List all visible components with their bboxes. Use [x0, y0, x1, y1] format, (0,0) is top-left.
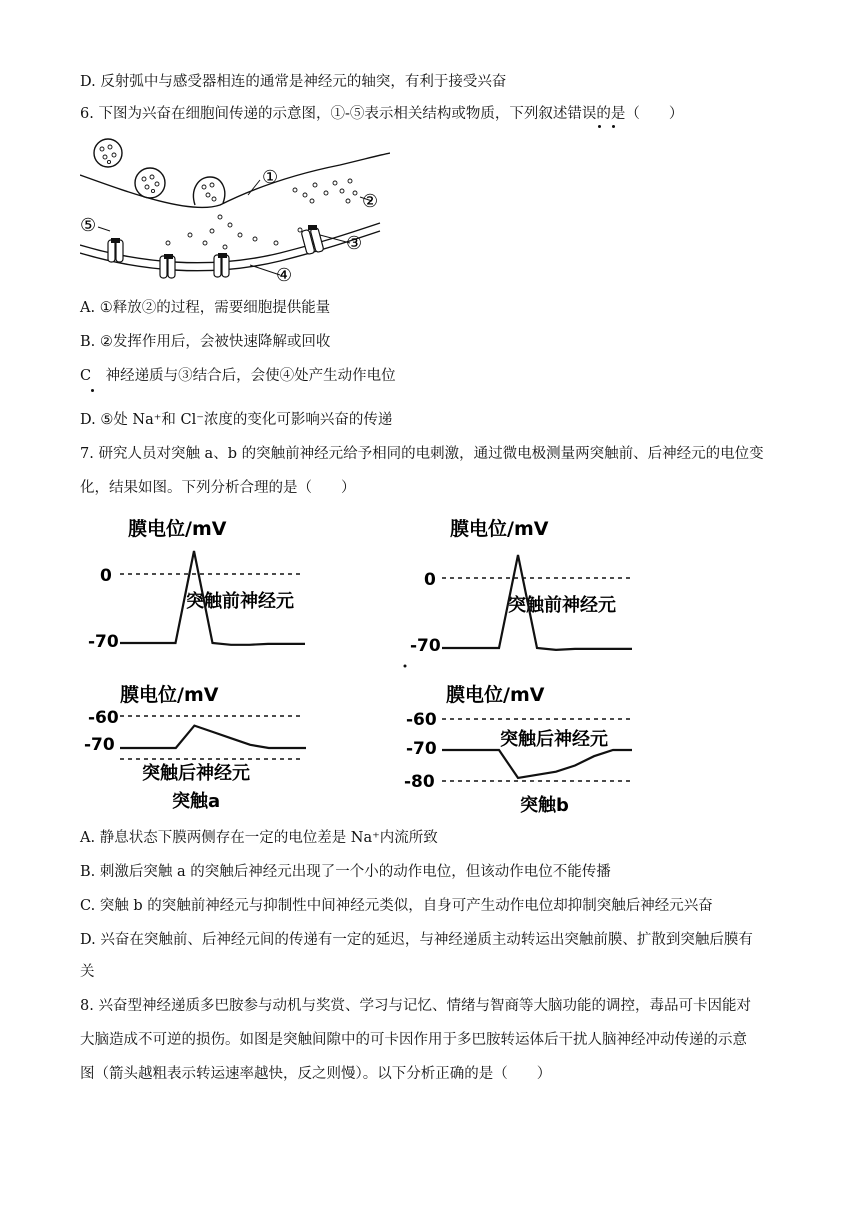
label-5: ⑤ — [80, 215, 97, 236]
q6-option-a: A. ①释放②的过程，需要细胞提供能量 — [80, 300, 331, 316]
label-2: ② — [362, 191, 379, 212]
stray-dot — [404, 665, 407, 668]
membrane-potential-charts — [0, 505, 860, 820]
chart2-series-label: 突触前神经元 — [508, 595, 616, 616]
emphasis-dot — [598, 125, 601, 128]
chart1-tick-0: 0 — [100, 566, 112, 586]
chart4-title: 膜电位/mV — [446, 684, 545, 706]
q7-option-d-line2: 关 — [80, 964, 95, 980]
label-1: ① — [262, 167, 279, 188]
q5-option-d: D. 反射弧中与感受器相连的通常是神经元的轴突，有利于接受兴奋 — [80, 74, 507, 90]
chart3-tick-60: -60 — [88, 708, 119, 728]
q6-option-d: D. ⑤处 Na⁺和 Cl⁻浓度的变化可影响兴奋的传递 — [80, 412, 393, 428]
chart1-series-label: 突触前神经元 — [186, 591, 294, 612]
q7-option-a: A. 静息状态下膜两侧存在一定的电位差是 Na⁺内流所致 — [80, 830, 438, 846]
q7-option-c: C. 突触 b 的突触前神经元与抑制性中间神经元类似，自身可产生动作电位却抑制突触后神经元兴奋 — [80, 898, 713, 914]
chart3-title: 膜电位/mV — [120, 684, 219, 706]
chart3-series-label: 突触后神经元 — [142, 763, 250, 784]
q6-option-c: C 神经递质与③结合后，会使④处产生动作电位 — [80, 368, 396, 384]
chart4-tick-70: -70 — [406, 739, 437, 759]
chart4-trace — [442, 750, 632, 778]
emphasis-dot — [612, 125, 615, 128]
chart3-trace — [120, 726, 306, 748]
q8-line2: 大脑造成不可逆的损伤。如图是突触间隙中的可卡因作用于多巴胺转运体后干扰人脑神经冲动传递的示意 — [80, 1032, 747, 1048]
q8-line3: 图（箭头越粗表示转运速率越快，反之则慢）。以下分析正确的是（ ） — [80, 1066, 552, 1082]
q8-line1: 8. 兴奋型神经递质多巴胺参与动机与奖赏、学习与记忆、情绪与智商等大脑功能的调控，毒品可卡因能对 — [80, 998, 751, 1014]
chart1-tick-70: -70 — [88, 632, 119, 652]
chart2-title: 膜电位/mV — [450, 518, 549, 540]
chart4-tick-80: -80 — [404, 772, 435, 792]
label-3: ③ — [346, 233, 363, 254]
chart2-tick-70: -70 — [410, 636, 441, 656]
chart2-tick-0: 0 — [424, 570, 436, 590]
chart4-tick-60: -60 — [406, 710, 437, 730]
q7-option-b: B. 刺激后突触 a 的突触后神经元出现了一个小的动作电位，但该动作电位不能传播 — [80, 864, 611, 880]
q6-option-b: B. ②发挥作用后，会被快速降解或回收 — [80, 334, 331, 350]
chart1-title: 膜电位/mV — [128, 518, 227, 540]
chart3-caption: 突触a — [172, 791, 221, 812]
q7-option-d-line1: D. 兴奋在突触前、后神经元间的传递有一定的延迟，与神经递质主动转运出突触前膜、扩散到突触后膜有 — [80, 932, 753, 948]
q7-stem-line2: 化，结果如图。下列分析合理的是（ ） — [80, 480, 356, 496]
chart4-series-label: 突触后神经元 — [500, 729, 608, 750]
synapse-diagram — [80, 135, 390, 285]
q7-stem-line1: 7. 研究人员对突触 a、b 的突触前神经元给予相同的电刺激，通过微电极测量两突触前、后神经元的电位变 — [80, 446, 764, 462]
chart3-tick-70: -70 — [84, 735, 115, 755]
q6-stem: 6. 下图为兴奋在细胞间传递的示意图，①-⑤表示相关结构或物质，下列叙述错误的是（ ） — [80, 106, 684, 122]
stray-dot — [91, 389, 94, 392]
label-4: ④ — [276, 265, 293, 285]
chart4-caption: 突触b — [520, 795, 569, 816]
